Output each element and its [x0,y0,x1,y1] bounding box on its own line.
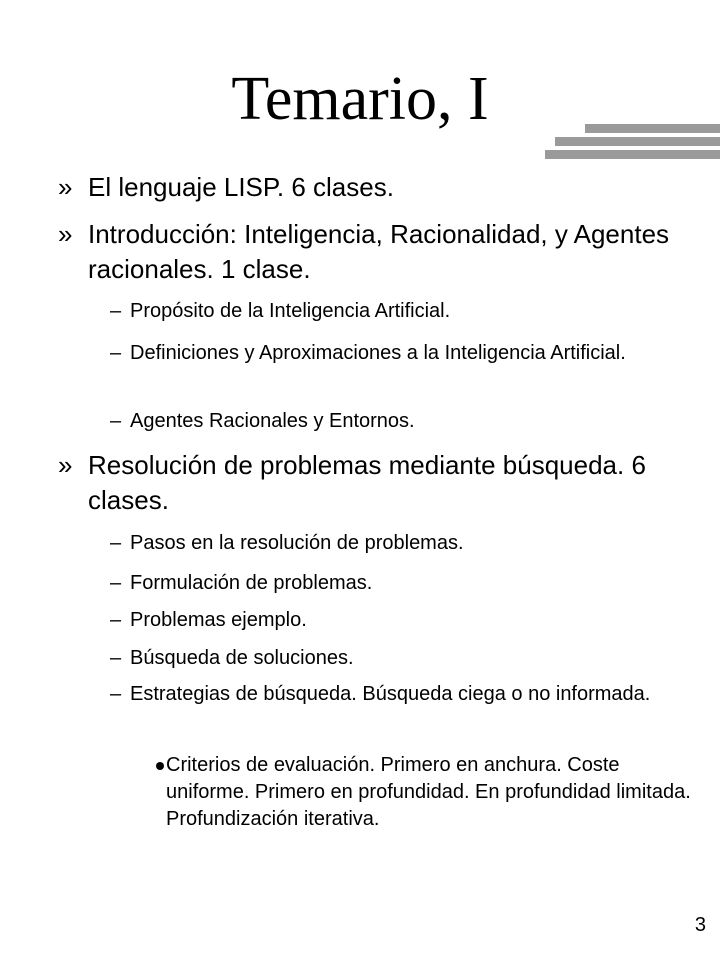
outline-item-level-2 [110,340,708,367]
outline-item-text: Estrategias de búsqueda. Búsqueda ciega o no informada. [130,683,651,705]
outline-item-level-1 [58,170,708,205]
outline-item-level-2 [110,408,708,435]
title-decoration-bars [545,124,720,163]
outline-item-text: Búsqueda de soluciones. [130,647,354,669]
bullet-marker: » [58,219,73,249]
outline-item-level-1 [58,448,708,518]
outline-item-text: Resolución de problemas mediante búsqueda. 6 clases. [88,450,646,515]
outline-item-text: Criterios de evaluación. Primero en anchura. Coste uniforme. Primero en profundidad. En profundidad limitada. Profundización iterativa. [166,754,691,830]
bullet-marker: » [58,450,73,480]
round-bullet-icon [156,762,164,770]
bullet-marker: » [58,172,73,202]
dash-marker: – [110,532,122,554]
outline-item-level-2 [110,607,708,634]
dash-marker: – [110,572,122,594]
outline-item-text: Agentes Racionales y Entornos. [130,410,415,432]
outline-item-level-2 [110,298,708,325]
dash-marker: – [110,647,122,669]
decoration-bar [585,124,720,133]
outline-item-text: Definiciones y Aproximaciones a la Inteligencia Artificial. [130,342,626,364]
slide-title: Temario, I [231,65,489,133]
dash-marker: – [110,300,122,322]
page-number: 3 [694,914,706,936]
dash-marker: – [110,410,122,432]
outline-item-level-2 [110,645,708,672]
dash-marker: – [110,683,122,705]
outline-item-text: Propósito de la Inteligencia Artificial. [130,300,451,322]
outline-item-text: Pasos en la resolución de problemas. [130,532,464,554]
decoration-bar [555,137,720,146]
outline-item-text: Formulación de problemas. [130,572,373,594]
outline-item-text: Introducción: Inteligencia, Racionalidad, y Agentes racionales. 1 clase. [88,219,670,284]
outline-item-level-3 [156,752,708,833]
dash-marker: – [110,342,122,364]
outline-item-text: El lenguaje LISP. 6 clases. [88,172,394,202]
outline-item-level-2 [110,570,708,597]
outline-item-level-1 [58,217,708,287]
decoration-bar [545,150,720,159]
outline-item-text: Problemas ejemplo. [130,609,307,631]
outline-item-level-2 [110,530,708,557]
outline-item-level-2 [110,681,708,708]
dash-marker: – [110,609,122,631]
